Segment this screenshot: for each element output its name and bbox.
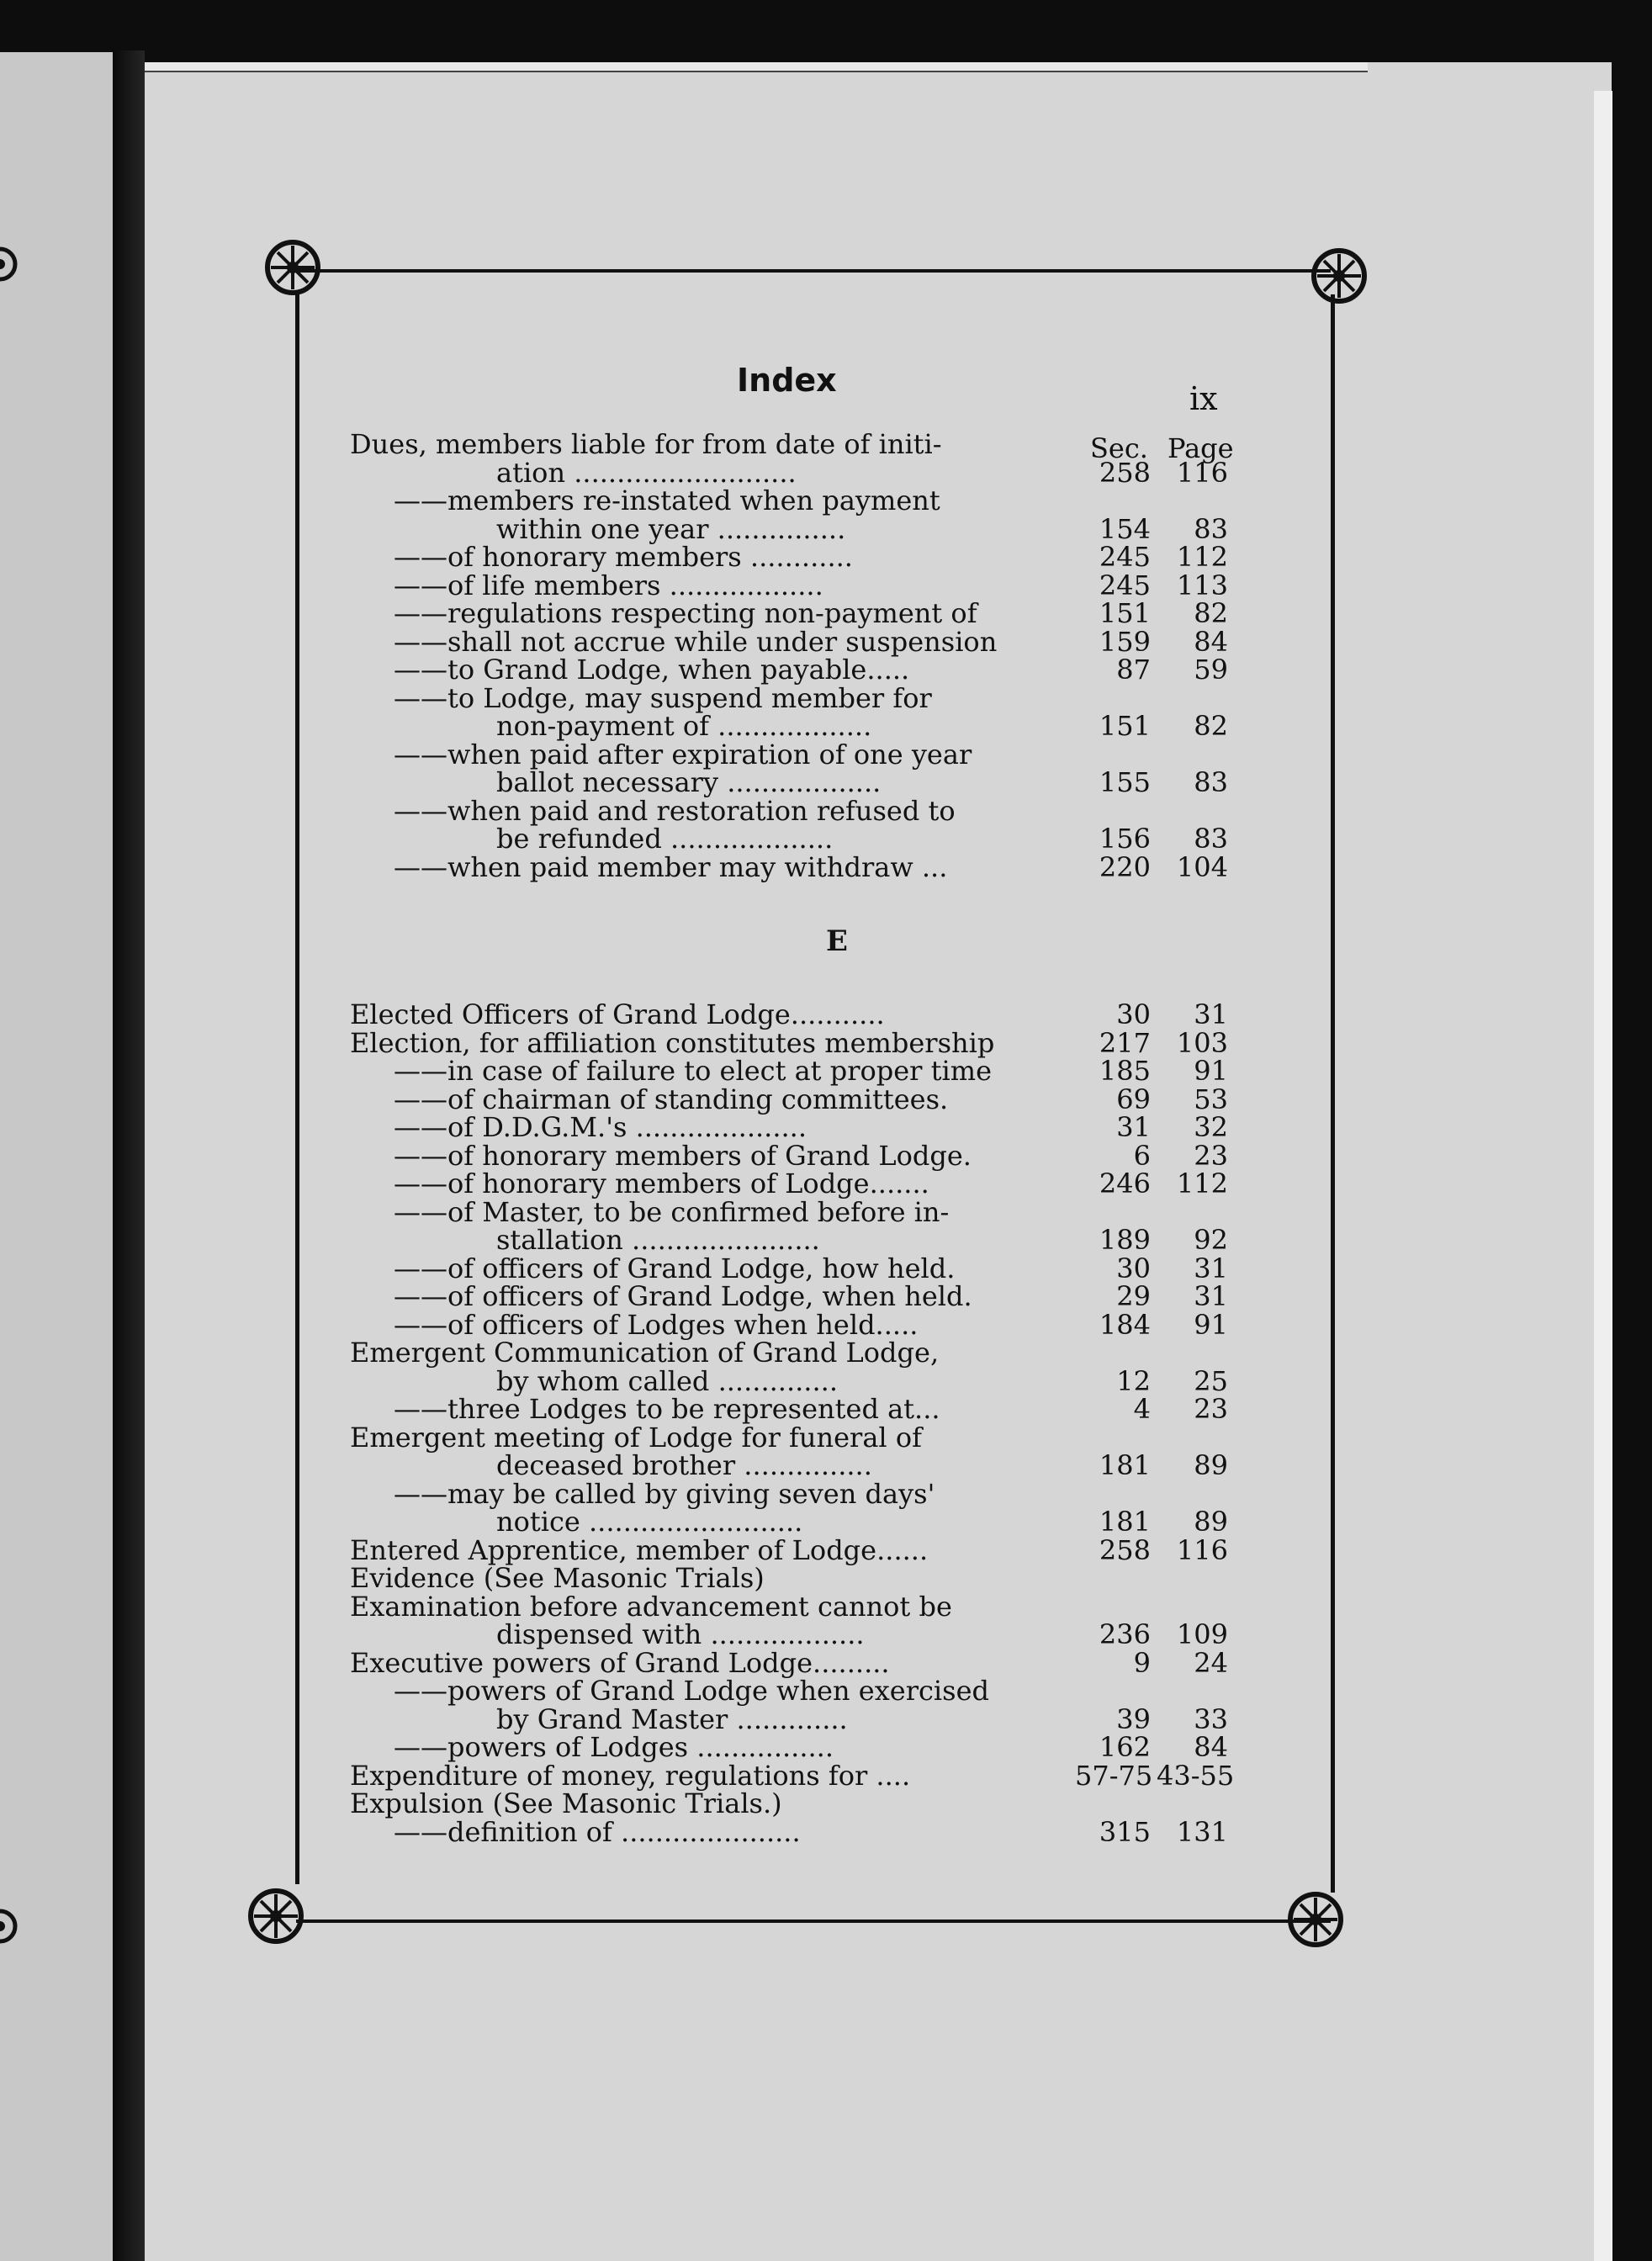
section-number: 29 [1116, 1280, 1151, 1312]
index-entry-text: ——when paid after expiration of one year [394, 738, 972, 770]
index-entry-text: dispensed with .................. [496, 1618, 865, 1650]
page-reference: 23 [1194, 1393, 1228, 1425]
index-entry-text: by whom called .............. [496, 1364, 838, 1397]
corner-rosette-icon [261, 236, 325, 299]
index-entry-row [328, 428, 1245, 460]
page-reference: 43-55 [1157, 1759, 1235, 1792]
index-entry-row [328, 1477, 1245, 1510]
index-entry-row [328, 1170, 1245, 1199]
page-reference: 25 [1194, 1364, 1228, 1397]
index-entry-text: Emergent Communication of Grand Lodge, [350, 1337, 940, 1369]
page-top-edge [145, 62, 1368, 72]
index-entry-row [328, 543, 1245, 572]
index-entry-text: Evidence (See Masonic Trials) [350, 1562, 765, 1594]
index-entry-row [328, 1111, 1245, 1143]
index-entry-text: ——of officers of Grand Lodge, how held. [394, 1252, 956, 1284]
section-number: 258 [1099, 1533, 1151, 1566]
facing-page-rosette-icon [0, 246, 19, 283]
index-entry-row [328, 597, 1245, 629]
frame-top-line [296, 269, 1331, 273]
section-number: 217 [1099, 1026, 1151, 1059]
index-entry-text: Expulsion (See Masonic Trials.) [350, 1787, 782, 1819]
index-entry-text: ——definition of ..................... [394, 1815, 801, 1848]
page-reference: 33 [1194, 1702, 1228, 1735]
index-entry-row [328, 794, 1245, 827]
index-entry-row [328, 1590, 1245, 1623]
index-entry-row [328, 1787, 1245, 1819]
index-entry-text: ation .......................... [496, 456, 797, 489]
frame-bottom-line [296, 1919, 1331, 1923]
page-reference: 116 [1176, 1533, 1228, 1566]
index-entry-row [328, 625, 1245, 658]
index-entry-text: ——of Master, to be confirmed before in- [394, 1195, 950, 1228]
index-entry-row [328, 850, 1245, 883]
index-entry-row [328, 1364, 1245, 1397]
page-reference: 89 [1194, 1506, 1228, 1538]
section-number: 181 [1099, 1506, 1151, 1538]
section-number: 181 [1099, 1449, 1151, 1481]
index-entry-text: ——members re-instated when payment [394, 484, 940, 516]
index-entry-row [328, 1226, 1245, 1255]
index-entry-text: ——may be called by giving seven days' [394, 1477, 935, 1510]
section-number: 245 [1099, 569, 1151, 601]
index-entry-text: ——of officers of Grand Lodge, when held. [394, 1280, 972, 1312]
section-number: 315 [1099, 1815, 1151, 1848]
page-reference: 116 [1176, 456, 1228, 489]
page-reference: 83 [1194, 823, 1228, 855]
section-number: 220 [1099, 850, 1151, 883]
index-entry-text: deceased brother ............... [496, 1449, 872, 1481]
section-number: 159 [1099, 625, 1151, 658]
index-entry-text: ——of honorary members of Lodge....... [394, 1168, 929, 1199]
section-number: 30 [1116, 1252, 1151, 1284]
index-entry-row [328, 1280, 1245, 1312]
section-number: 57-75 [1075, 1759, 1153, 1792]
index-entry-text: ——powers of Lodges ................ [394, 1731, 834, 1763]
index-entry-row [328, 1026, 1245, 1059]
page-reference: 104 [1176, 850, 1228, 883]
index-entry-text: be refunded ................... [496, 823, 834, 855]
page-title: Index [737, 362, 837, 399]
corner-rosette-icon [1284, 1888, 1348, 1951]
section-number: 236 [1099, 1618, 1151, 1650]
index-entry-text: ——to Grand Lodge, when payable..... [394, 654, 910, 686]
page-reference: 82 [1194, 597, 1228, 629]
index-entry-text: within one year ............... [496, 512, 846, 545]
index-entry-row [328, 1677, 1245, 1706]
index-entry-row [328, 1308, 1245, 1341]
page-reference: 32 [1194, 1111, 1228, 1143]
index-entry-text: ——when paid member may withdraw ... [394, 850, 948, 883]
page-number: ix [1189, 380, 1218, 417]
page-reference: 82 [1194, 710, 1228, 742]
section-number: 30 [1116, 998, 1151, 1030]
section-number: 9 [1133, 1646, 1151, 1679]
index-entry-row [328, 681, 1245, 714]
index-entry-row [328, 1449, 1245, 1481]
page-reference: 59 [1194, 654, 1228, 686]
section-e-entries [328, 998, 1245, 1848]
facing-page [0, 52, 113, 2261]
index-entry-row [328, 656, 1245, 685]
section-d-entries [328, 428, 1245, 883]
index-entry-row [328, 1508, 1245, 1537]
corner-rosette-icon [244, 1884, 308, 1948]
index-entry-row [328, 1421, 1245, 1454]
index-entry-text: ——of life members .................. [394, 569, 823, 601]
index-entry-text: ——to Lodge, may suspend member for [394, 681, 932, 714]
page-reference: 113 [1176, 569, 1228, 601]
index-entry-text: ——regulations respecting non-payment of [394, 597, 977, 629]
index-entry-text: Examination before advancement cannot be [350, 1590, 952, 1623]
page-reference: 112 [1176, 541, 1228, 573]
section-letter-e: E [826, 924, 848, 958]
index-entry-text: Emergent meeting of Lodge for funeral of [350, 1421, 922, 1454]
index-entry-row [328, 569, 1245, 601]
facing-page-rosette-icon [0, 1908, 19, 1945]
section-number: 156 [1099, 823, 1151, 855]
index-entry-text: ——when paid and restoration refused to [394, 794, 956, 827]
page-reference: 31 [1194, 998, 1228, 1030]
frame-right-line [1331, 294, 1335, 1893]
section-number: 189 [1099, 1224, 1151, 1256]
index-entry-row [328, 1815, 1245, 1848]
index-entry-row [328, 1139, 1245, 1172]
section-number: 39 [1116, 1702, 1151, 1735]
section-number: 162 [1099, 1731, 1151, 1763]
index-entry-row [328, 1339, 1245, 1368]
index-entry-text: Expenditure of money, regulations for .... [350, 1759, 911, 1792]
section-number: 151 [1099, 597, 1151, 629]
index-entry-row [328, 1646, 1245, 1679]
page-reference: 92 [1194, 1224, 1228, 1256]
index-entry-text: ——in case of failure to elect at proper time [394, 1055, 993, 1087]
index-entry-row [328, 998, 1245, 1030]
index-entry-row [328, 1731, 1245, 1763]
page-reference: 103 [1176, 1026, 1228, 1059]
page-reference: 83 [1194, 766, 1228, 798]
index-entry-text: ballot necessary .................. [496, 766, 882, 798]
index-entry-row [328, 1252, 1245, 1284]
section-number: 246 [1099, 1168, 1151, 1199]
index-entry-row [328, 1618, 1245, 1650]
index-entry-row [328, 1533, 1245, 1566]
page-reference: 91 [1194, 1308, 1228, 1341]
index-entry-text: ——of honorary members ............ [394, 541, 853, 573]
index-entry-row [328, 825, 1245, 854]
index-entry-text: Elected Officers of Grand Lodge........... [350, 998, 885, 1030]
page-reference: 83 [1194, 512, 1228, 545]
column-header-sec: Sec. [1090, 432, 1148, 464]
index-entry-text: ——of D.D.G.M.'s .................... [394, 1111, 807, 1143]
index-entry-row [328, 1759, 1245, 1792]
index-entry-text: Entered Apprentice, member of Lodge...... [350, 1533, 929, 1566]
index-entry-row [328, 1195, 1245, 1228]
section-number: 69 [1116, 1083, 1151, 1115]
page-reference: 84 [1194, 625, 1228, 658]
index-entries [328, 428, 1245, 1848]
section-number: 184 [1099, 1308, 1151, 1341]
corner-rosette-icon [1307, 244, 1371, 308]
index-entry-row [328, 1083, 1245, 1115]
section-number: 258 [1099, 456, 1151, 489]
section-number: 6 [1133, 1139, 1151, 1172]
page-reference: 31 [1194, 1280, 1228, 1312]
page-reference: 131 [1176, 1815, 1228, 1848]
index-entry-row [328, 456, 1245, 489]
index-entry-row [328, 484, 1245, 516]
index-entry-row [328, 712, 1245, 741]
page-reference: 31 [1194, 1252, 1228, 1284]
index-entry-text: ——of officers of Lodges when held..... [394, 1308, 919, 1341]
index-entry-row [328, 1702, 1245, 1735]
section-number: 185 [1099, 1055, 1151, 1087]
section-number: 245 [1099, 541, 1151, 573]
index-entry-row [328, 738, 1245, 770]
index-entry-row [328, 766, 1245, 798]
page-reference: 84 [1194, 1731, 1228, 1763]
index-entry-row [328, 1562, 1245, 1594]
index-entry-text: notice ......................... [496, 1506, 803, 1538]
index-entry-text: ——shall not accrue while under suspension [394, 625, 998, 658]
index-entry-row [328, 1057, 1245, 1086]
section-number: 12 [1116, 1364, 1151, 1397]
index-entry-text: non-payment of .................. [496, 710, 872, 742]
section-number: 87 [1116, 654, 1151, 686]
section-number: 4 [1133, 1393, 1151, 1425]
section-number: 31 [1116, 1111, 1151, 1143]
index-entry-text: stallation ...................... [496, 1224, 820, 1256]
book-gutter [113, 50, 145, 2261]
section-number: 154 [1099, 512, 1151, 545]
index-entry-text: by Grand Master ............. [496, 1702, 848, 1735]
index-entry-text: ——powers of Grand Lodge when exercised [394, 1675, 989, 1707]
index-entry-text: ——three Lodges to be represented at... [394, 1393, 940, 1425]
page-reference: 53 [1194, 1083, 1228, 1115]
page-reference: 112 [1176, 1168, 1228, 1199]
index-entry-text: ——of chairman of standing committees. [394, 1083, 949, 1115]
page-reference: 23 [1194, 1139, 1228, 1172]
page-edge [1594, 91, 1612, 2261]
index-entry-row [328, 1395, 1245, 1424]
index-entry-text: ——of honorary members of Grand Lodge. [394, 1139, 972, 1172]
index-entry-row [328, 512, 1245, 545]
frame-left-line [295, 294, 299, 1884]
index-entry-text: Dues, members liable for from date of initi- [350, 428, 942, 460]
column-header-page: Page [1168, 432, 1234, 464]
section-number: 151 [1099, 710, 1151, 742]
page-reference: 91 [1194, 1055, 1228, 1087]
index-entry-text: Executive powers of Grand Lodge......... [350, 1646, 890, 1679]
page-reference: 24 [1194, 1646, 1228, 1679]
section-number: 155 [1099, 766, 1151, 798]
page-reference: 89 [1194, 1449, 1228, 1481]
page-reference: 109 [1176, 1618, 1228, 1650]
index-entry-text: Election, for affiliation constitutes membership [350, 1026, 995, 1059]
